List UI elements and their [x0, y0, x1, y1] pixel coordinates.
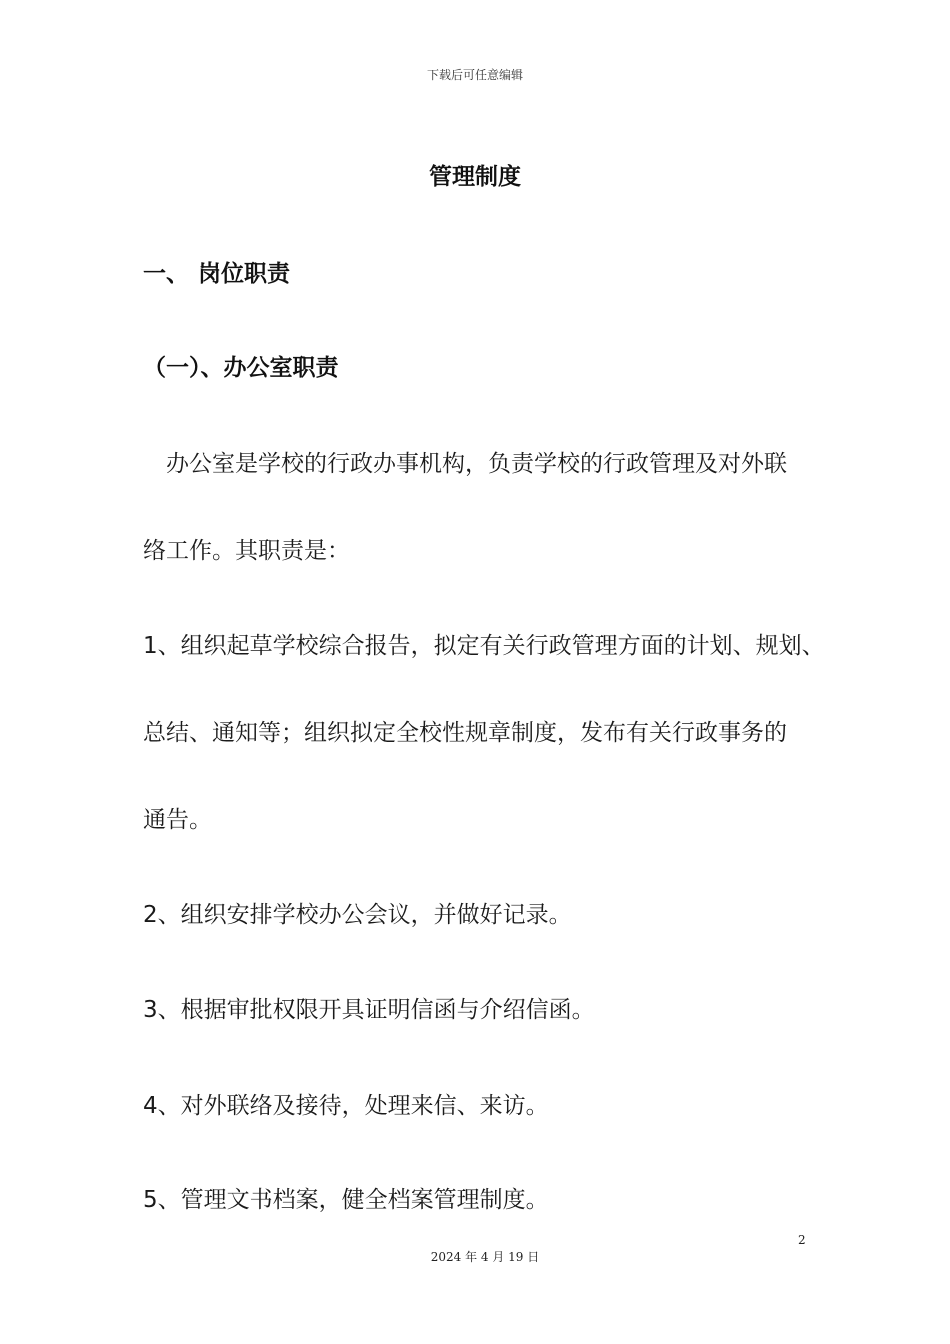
- footer-date: 2024 年 4 月 19 日: [430, 1250, 540, 1264]
- item-2: 2、组织安排学校办公会议，并做好记录。: [143, 902, 572, 928]
- item-5: 5、管理文书档案，健全档案管理制度。: [143, 1187, 549, 1213]
- intro-line-1: 办公室是学校的行政办事机构，负责学校的行政管理及对外联: [143, 451, 787, 477]
- item-3: 3、根据审批权限开具证明信函与介绍信函。: [143, 997, 595, 1023]
- intro-line-2: 络工作。其职责是：: [143, 538, 350, 564]
- section-heading-text: 岗位职责: [198, 261, 290, 287]
- section-heading: [143, 255, 290, 288]
- subsection-heading: （一）、办公室职责: [143, 355, 339, 381]
- header-note: 下载后可任意编辑: [426, 68, 523, 82]
- item-4: 4、对外联络及接待，处理来信、来访。: [143, 1093, 549, 1119]
- item-1-line-2: 总结、通知等；组织拟定全校性规章制度，发布有关行政事务的: [143, 720, 787, 746]
- item-1-line-3: 通告。: [143, 807, 212, 833]
- page-number: 2: [798, 1233, 806, 1247]
- section-number: 一、: [143, 261, 189, 287]
- item-1-line-1: 1、组织起草学校综合报告，拟定有关行政管理方面的计划、规划、: [143, 633, 825, 659]
- document-title: 管理制度: [429, 164, 521, 190]
